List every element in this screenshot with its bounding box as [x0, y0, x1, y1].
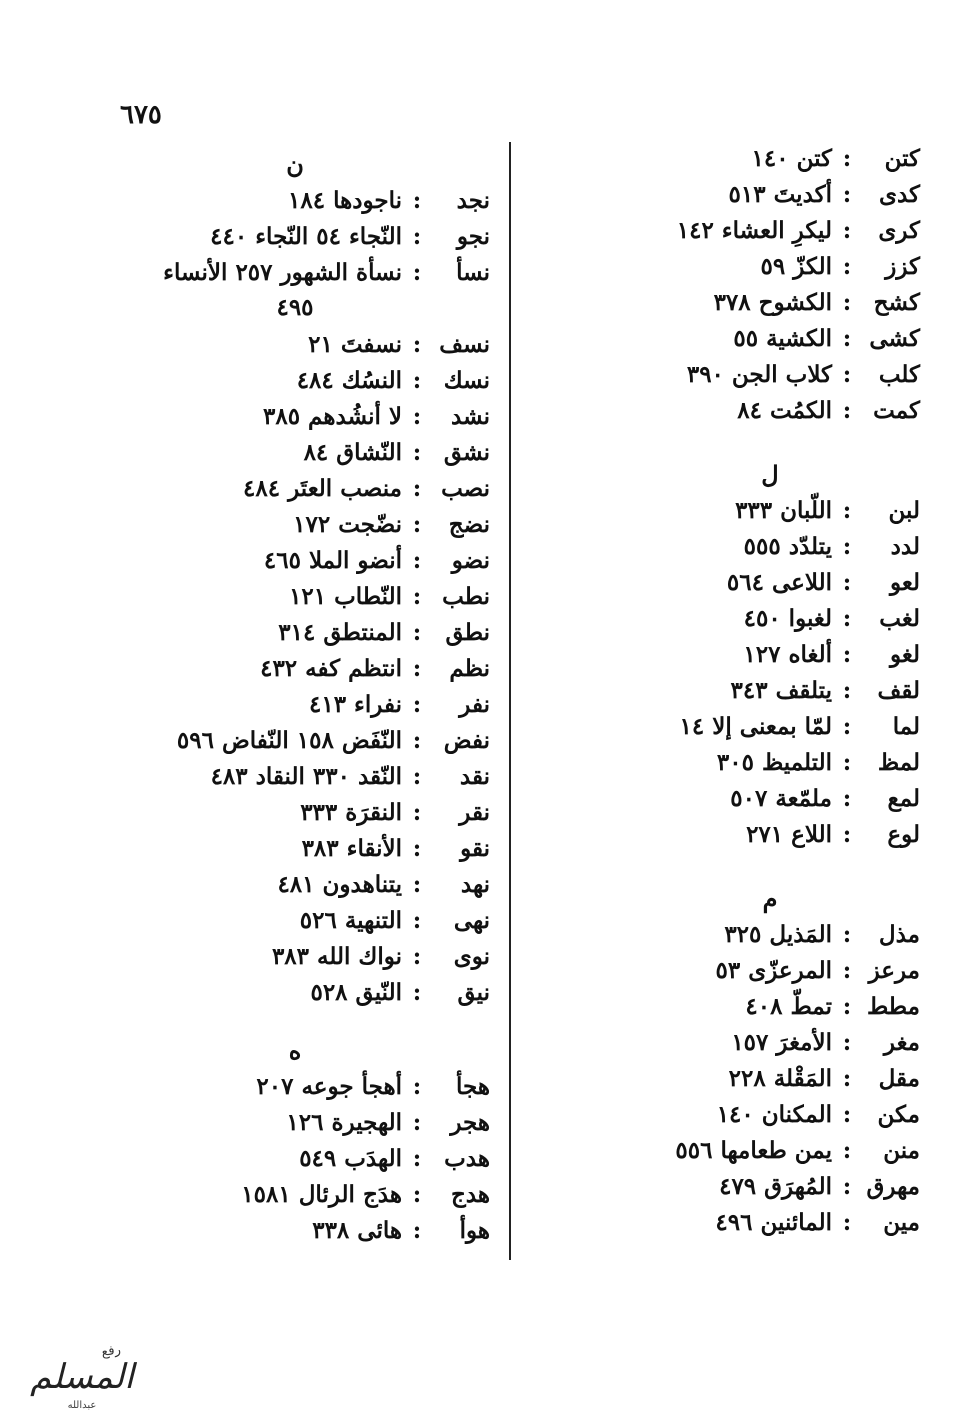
entry-row — [100, 866, 490, 902]
entry-root: لقف — [877, 676, 920, 704]
entry-root: نسف — [439, 330, 490, 358]
entry-gloss: يتلقف ٣٤٣ — [730, 676, 832, 704]
entry-gloss: المكنان ١٤٠ — [716, 1100, 832, 1128]
entry-separator: : — [842, 676, 852, 704]
entry-gloss: المائنين ٤٩٦ — [715, 1208, 832, 1236]
entry-row — [620, 248, 920, 284]
entry-root: منن — [883, 1136, 920, 1164]
entry-separator: : — [412, 258, 422, 286]
entry-separator: : — [842, 180, 852, 208]
entry-row — [100, 578, 490, 614]
entry-row — [620, 1132, 920, 1168]
entry-root: هدج — [450, 1180, 490, 1208]
entry-gloss: أكديتَ ٥١٣ — [728, 180, 832, 208]
entry-gloss: انتظم كفه ٤٣٢ — [260, 654, 402, 682]
entry-root: مقل — [878, 1064, 920, 1092]
entry-root: نجد — [456, 186, 490, 214]
entry-row — [620, 1204, 920, 1240]
entry-separator: : — [842, 784, 852, 812]
entry-root: لغو — [890, 640, 920, 668]
entry-row — [100, 326, 490, 362]
entry-root: نوى — [453, 942, 490, 970]
entry-separator: : — [412, 186, 422, 214]
entry-row — [620, 744, 920, 780]
entry-root: نظم — [449, 654, 490, 682]
entry-gloss: لغبوا ٤٥٠ — [743, 604, 832, 632]
entry-row — [620, 392, 920, 428]
entry-root: نشد — [451, 402, 490, 430]
entry-separator: : — [412, 618, 422, 646]
entry-gloss: الهدَب ٥٤٩ — [299, 1144, 402, 1172]
entry-separator: : — [842, 956, 852, 984]
entry-gloss: المرعزّى ٥٣ — [715, 956, 832, 984]
entry-row — [620, 176, 920, 212]
entry-gloss: المَقْلة ٢٢٨ — [728, 1064, 832, 1092]
entry-root: نضج — [448, 510, 490, 538]
entry-root: مين — [883, 1208, 920, 1236]
entry-separator: : — [412, 798, 422, 826]
entry-root: لغب — [879, 604, 920, 632]
entry-separator: : — [412, 978, 422, 1006]
entry-root: نجو — [456, 222, 490, 250]
entry-row — [100, 830, 490, 866]
right-column — [620, 140, 920, 1240]
entry-row — [620, 212, 920, 248]
stamp-small: عبدالله — [67, 1400, 97, 1411]
entry-row — [100, 722, 490, 758]
entry-separator: : — [412, 1072, 422, 1100]
entry-separator: : — [842, 1172, 852, 1200]
entry-gloss: يمن طعامها ٥٥٦ — [675, 1136, 832, 1164]
entry-root: لبن — [888, 496, 920, 524]
entry-root: كشح — [873, 288, 920, 316]
entry-root: هجر — [450, 1108, 490, 1136]
entry-row — [620, 356, 920, 392]
entry-separator: : — [412, 906, 422, 934]
page-number: ٦٧٥ — [120, 100, 162, 130]
section-letter: ه — [288, 1036, 302, 1065]
entry-continuation: ٤٩٥ — [276, 294, 314, 321]
entry-gloss: أهجأ جوعه ٢٠٧ — [256, 1072, 402, 1100]
entry-root: كلب — [878, 360, 920, 388]
entry-gloss: نسأة الشهور ٢٥٧ الأنساء — [163, 258, 402, 286]
entry-row — [100, 182, 490, 218]
entry-root: نشق — [443, 438, 490, 466]
entry-separator: : — [412, 762, 422, 790]
entry-row — [620, 1168, 920, 1204]
entry-gloss: ناجودها ١٨٤ — [288, 186, 402, 214]
entry-root: نهد — [460, 870, 490, 898]
entry-gloss: الكزّ ٥٩ — [760, 252, 832, 280]
entry-gloss: المنتطق ٣١٤ — [278, 618, 402, 646]
entry-gloss: الأمغرَ ١٥٧ — [731, 1028, 832, 1056]
section-letter: ن — [286, 150, 304, 179]
entry-separator: : — [412, 942, 422, 970]
entry-root: نسأ — [456, 258, 490, 286]
entry-row — [620, 528, 920, 564]
entry-separator: : — [842, 640, 852, 668]
entry-root: لدد — [890, 532, 920, 560]
entry-separator: : — [412, 510, 422, 538]
entry-row — [620, 780, 920, 816]
entry-row — [620, 1060, 920, 1096]
entry-gloss: التنهية ٥٢٦ — [299, 906, 402, 934]
entry-gloss: النّيق ٥٢٨ — [310, 978, 402, 1006]
stamp-sub: رفع — [100, 1342, 122, 1360]
entry-separator: : — [842, 496, 852, 524]
section — [620, 140, 920, 428]
entry-root: مذل — [878, 920, 920, 948]
entry-row — [100, 506, 490, 542]
entry-root: مطط — [866, 992, 920, 1020]
entry-row — [620, 284, 920, 320]
entry-row — [620, 672, 920, 708]
entry-separator: : — [842, 1064, 852, 1092]
entry-root: نضو — [451, 546, 490, 574]
section — [620, 458, 920, 852]
entry-root: لمع — [887, 784, 920, 812]
entry-root: هدب — [444, 1144, 490, 1172]
entry-row — [100, 1104, 490, 1140]
entry-separator: : — [842, 712, 852, 740]
entry-root: نصب — [441, 474, 490, 502]
entry-separator: : — [842, 748, 852, 776]
entry-root: نسك — [443, 366, 490, 394]
entry-gloss: التلميظ ٣٠٥ — [716, 748, 832, 776]
entry-root: مكن — [877, 1100, 920, 1128]
entry-row — [100, 362, 490, 398]
entry-gloss: النّشاق ٨٤ — [303, 438, 402, 466]
entry-separator: : — [412, 1144, 422, 1172]
entry-gloss: هائى ٣٣٨ — [312, 1216, 402, 1244]
entry-row — [100, 1212, 490, 1248]
entry-gloss: ألغاه ١٢٧ — [743, 640, 832, 668]
entry-row — [100, 434, 490, 470]
entry-separator: : — [842, 992, 852, 1020]
entry-row — [100, 686, 490, 722]
entry-separator: : — [842, 920, 852, 948]
entry-root: نهى — [453, 906, 490, 934]
entry-separator: : — [842, 820, 852, 848]
entry-row — [100, 398, 490, 434]
entry-gloss: نسفتَ ٢١ — [308, 330, 402, 358]
entry-root: كتن — [884, 144, 920, 172]
entry-separator: : — [412, 438, 422, 466]
entry-row — [620, 320, 920, 356]
entry-row — [620, 916, 920, 952]
entry-gloss: لا أنشُدهم ٣٨٥ — [262, 402, 402, 430]
entry-row — [620, 636, 920, 672]
entry-gloss: النّطاب ١٢١ — [289, 582, 402, 610]
entry-root: كدى — [878, 180, 920, 208]
section — [100, 148, 490, 1010]
entry-gloss: اللّبان ٣٣٣ — [735, 496, 832, 524]
entry-row — [100, 974, 490, 1010]
entry-gloss: النّجاء ٥٤ النّجاء ٤٤٠ — [210, 222, 402, 250]
entry-root: لمظ — [877, 748, 920, 776]
entry-separator: : — [412, 1216, 422, 1244]
entry-separator: : — [842, 1028, 852, 1056]
entry-gloss: الأنقاء ٣٨٣ — [301, 834, 402, 862]
entry-root: كمت — [873, 396, 920, 424]
entry-row — [100, 758, 490, 794]
section — [620, 882, 920, 1240]
entry-separator: : — [412, 366, 422, 394]
entry-gloss: النّفَض ١٥٨ النّفاض ٥٩٦ — [176, 726, 402, 754]
entry-root: كشى — [869, 324, 920, 352]
entry-row — [100, 542, 490, 578]
entry-gloss: النقرَة ٣٣٣ — [300, 798, 402, 826]
entry-root: مغر — [883, 1028, 920, 1056]
entry-row — [620, 708, 920, 744]
entry-gloss: الهجيرة ١٢٦ — [286, 1108, 402, 1136]
entry-separator: : — [412, 330, 422, 358]
entry-gloss: ملمّعة ٥٠٧ — [730, 784, 832, 812]
entry-root: نيق — [457, 978, 490, 1006]
entry-separator: : — [412, 402, 422, 430]
entry-separator: : — [412, 870, 422, 898]
entry-gloss: المُهرَق ٤٧٩ — [719, 1172, 832, 1200]
entry-separator: : — [412, 582, 422, 610]
entry-gloss: نفراء ٤١٣ — [308, 690, 402, 718]
entry-gloss: الكشوح ٣٧٨ — [713, 288, 832, 316]
entry-row — [620, 988, 920, 1024]
entry-gloss: ليكرِ العشاء ١٤٢ — [676, 216, 832, 244]
entry-separator: : — [842, 1100, 852, 1128]
left-column — [100, 148, 490, 1248]
entry-separator: : — [842, 1208, 852, 1236]
entry-separator: : — [842, 252, 852, 280]
entry-root: لما — [892, 712, 920, 740]
entry-gloss: المَذيل ٣٢٥ — [724, 920, 832, 948]
section — [100, 1034, 490, 1248]
entry-root: نطب — [442, 582, 490, 610]
entry-gloss: اللاعى ٥٦٤ — [726, 568, 832, 596]
entry-separator: : — [412, 474, 422, 502]
entry-row — [100, 614, 490, 650]
entry-root: هوأ — [459, 1216, 490, 1244]
entry-separator: : — [412, 726, 422, 754]
entry-separator: : — [842, 604, 852, 632]
entry-separator: : — [412, 222, 422, 250]
entry-gloss: نضّجت ١٧٢ — [293, 510, 402, 538]
entry-separator: : — [412, 1108, 422, 1136]
entry-root: كزز — [885, 252, 920, 280]
entry-row — [620, 1024, 920, 1060]
section-letter: م — [762, 884, 778, 913]
entry-row — [100, 1068, 490, 1104]
entry-row — [620, 140, 920, 176]
entry-row — [100, 1176, 490, 1212]
library-stamp — [12, 1338, 142, 1416]
entry-gloss: الكشية ٥٥ — [733, 324, 832, 352]
entry-root: نفض — [443, 726, 490, 754]
entry-separator: : — [412, 834, 422, 862]
entry-separator: : — [842, 396, 852, 424]
entry-gloss: نواك الله ٣٨٣ — [271, 942, 402, 970]
entry-gloss: الكمُت ٨٤ — [737, 396, 832, 424]
entry-row — [620, 952, 920, 988]
entry-root: نقر — [459, 798, 490, 826]
entry-row — [100, 650, 490, 686]
entry-row — [620, 492, 920, 528]
entry-gloss: يتناهدون ٤٨١ — [277, 870, 402, 898]
entry-separator: : — [412, 654, 422, 682]
entry-row — [100, 794, 490, 830]
entry-root: مهرق — [866, 1172, 920, 1200]
entry-separator: : — [842, 324, 852, 352]
entry-gloss: النسُك ٤٨٤ — [296, 366, 402, 394]
entry-gloss: هدَج الرئال ١٥٨١ — [241, 1180, 402, 1208]
entry-root: مرعز — [868, 956, 920, 984]
entry-row — [620, 600, 920, 636]
entry-separator: : — [842, 1136, 852, 1164]
entry-separator: : — [412, 690, 422, 718]
entry-gloss: كلاب الجن ٣٩٠ — [686, 360, 832, 388]
entry-gloss: تمطّ ٤٠٨ — [745, 992, 832, 1020]
entry-separator: : — [412, 546, 422, 574]
entry-row — [100, 470, 490, 506]
entry-row — [620, 564, 920, 600]
entry-gloss: منصب العتَر ٤٨٤ — [243, 474, 402, 502]
entry-row — [620, 1096, 920, 1132]
entry-separator: : — [842, 568, 852, 596]
entry-gloss: النّقد ٣٣٠ النقاد ٤٨٣ — [210, 762, 402, 790]
entry-row — [100, 254, 490, 290]
entry-gloss: أنضو الملا ٤٦٥ — [263, 546, 402, 574]
entry-root: نطق — [445, 618, 490, 646]
stamp-main: المسلم — [30, 1357, 134, 1397]
entry-separator: : — [842, 288, 852, 316]
section-letter: ل — [761, 460, 779, 489]
entry-root: كرى — [878, 216, 920, 244]
entry-separator: : — [842, 216, 852, 244]
entry-root: نفر — [459, 690, 490, 718]
entry-root: لوع — [887, 820, 920, 848]
column-divider — [509, 142, 511, 1260]
entry-gloss: يتلدّد ٥٥٥ — [743, 532, 832, 560]
entry-row — [100, 938, 490, 974]
entry-separator: : — [842, 532, 852, 560]
entry-root: هجأ — [456, 1072, 490, 1100]
entry-gloss: اللاع ٢٧١ — [746, 820, 832, 848]
entry-gloss: كتن ١٤٠ — [751, 144, 832, 172]
entry-root: لعو — [890, 568, 920, 596]
entry-row — [100, 1140, 490, 1176]
entry-row — [620, 816, 920, 852]
entry-separator: : — [842, 144, 852, 172]
entry-gloss: لمّا بمعنى إلا ١٤ — [679, 712, 832, 740]
entry-separator: : — [842, 360, 852, 388]
entry-root: نقد — [459, 762, 490, 790]
entry-root: نقو — [460, 834, 490, 862]
entry-row — [100, 218, 490, 254]
entry-row — [100, 902, 490, 938]
entry-separator: : — [412, 1180, 422, 1208]
